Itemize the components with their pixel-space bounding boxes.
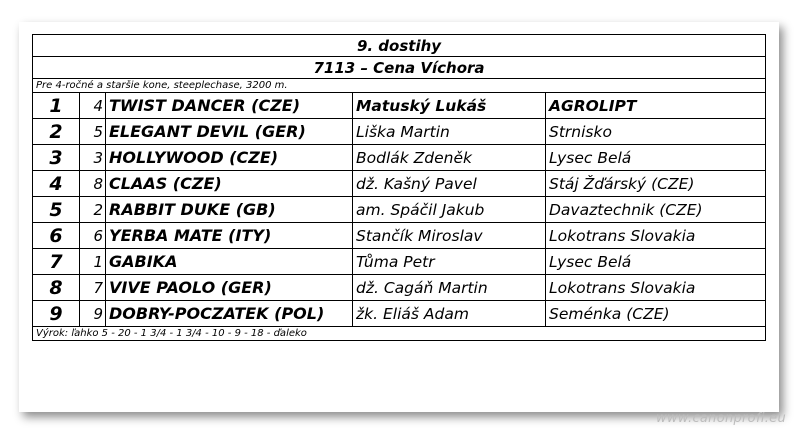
- owner-cell: Lysec Belá: [546, 249, 766, 275]
- jockey-cell: Stančík Miroslav: [353, 223, 546, 249]
- place-cell: 9: [33, 301, 80, 327]
- horse-cell: CLAAS (CZE): [106, 171, 353, 197]
- table-row: [33, 275, 766, 301]
- table-row: [33, 197, 766, 223]
- owner-cell: Seménka (CZE): [546, 301, 766, 327]
- number-cell: 7: [80, 275, 106, 301]
- race-verdict-row: [33, 327, 766, 341]
- owner-cell: Lysec Belá: [546, 145, 766, 171]
- place-cell: 7: [33, 249, 80, 275]
- number-cell: 8: [80, 171, 106, 197]
- jockey-cell: Tůma Petr: [353, 249, 546, 275]
- table-row: [33, 93, 766, 119]
- number-cell: 9: [80, 301, 106, 327]
- place-cell: 5: [33, 197, 80, 223]
- table-row: [33, 171, 766, 197]
- table-row: [33, 223, 766, 249]
- horse-cell: YERBA MATE (ITY): [106, 223, 353, 249]
- horse-cell: VIVE PAOLO (GER): [106, 275, 353, 301]
- jockey-cell: žk. Eliáš Adam: [353, 301, 546, 327]
- race-verdict: Výrok: ľahko 5 - 20 - 1 3/4 - 1 3/4 - 10 - 9 - 18 - ďaleko: [33, 327, 766, 341]
- horse-cell: TWIST DANCER (CZE): [106, 93, 353, 119]
- jockey-cell: Matuský Lukáš: [353, 93, 546, 119]
- place-cell: 6: [33, 223, 80, 249]
- race-name: 7113 – Cena Víchora: [33, 57, 766, 79]
- watermark: www.canonprofi.eu: [656, 411, 786, 426]
- jockey-cell: Bodlák Zdeněk: [353, 145, 546, 171]
- table-row: [33, 249, 766, 275]
- place-cell: 3: [33, 145, 80, 171]
- horse-cell: ELEGANT DEVIL (GER): [106, 119, 353, 145]
- owner-cell: Lokotrans Slovakia: [546, 275, 766, 301]
- jockey-cell: Liška Martin: [353, 119, 546, 145]
- number-cell: 3: [80, 145, 106, 171]
- owner-cell: Stáj Žďárský (CZE): [546, 171, 766, 197]
- jockey-cell: am. Spáčil Jakub: [353, 197, 546, 223]
- jockey-cell: dž. Cagáň Martin: [353, 275, 546, 301]
- place-cell: 1: [33, 93, 80, 119]
- table-row: [33, 301, 766, 327]
- place-cell: 8: [33, 275, 80, 301]
- number-cell: 6: [80, 223, 106, 249]
- table-row: [33, 145, 766, 171]
- jockey-cell: dž. Kašný Pavel: [353, 171, 546, 197]
- owner-cell: Lokotrans Slovakia: [546, 223, 766, 249]
- owner-cell: Davaztechnik (CZE): [546, 197, 766, 223]
- place-cell: 2: [33, 119, 80, 145]
- horse-cell: GABIKA: [106, 249, 353, 275]
- owner-cell: Strnisko: [546, 119, 766, 145]
- results-table: [32, 34, 766, 341]
- number-cell: 2: [80, 197, 106, 223]
- number-cell: 1: [80, 249, 106, 275]
- race-number-row: [33, 35, 766, 57]
- race-conditions: Pre 4-ročné a staršie kone, steeplechase, 3200 m.: [33, 79, 766, 93]
- race-number-title: 9. dostihy: [33, 35, 766, 57]
- place-cell: 4: [33, 171, 80, 197]
- race-name-row: [33, 57, 766, 79]
- number-cell: 4: [80, 93, 106, 119]
- race-conditions-row: [33, 79, 766, 93]
- table-row: [33, 119, 766, 145]
- results-sheet: [32, 34, 765, 341]
- owner-cell: AGROLIPT: [546, 93, 766, 119]
- number-cell: 5: [80, 119, 106, 145]
- horse-cell: HOLLYWOOD (CZE): [106, 145, 353, 171]
- horse-cell: RABBIT DUKE (GB): [106, 197, 353, 223]
- horse-cell: DOBRY-POCZATEK (POL): [106, 301, 353, 327]
